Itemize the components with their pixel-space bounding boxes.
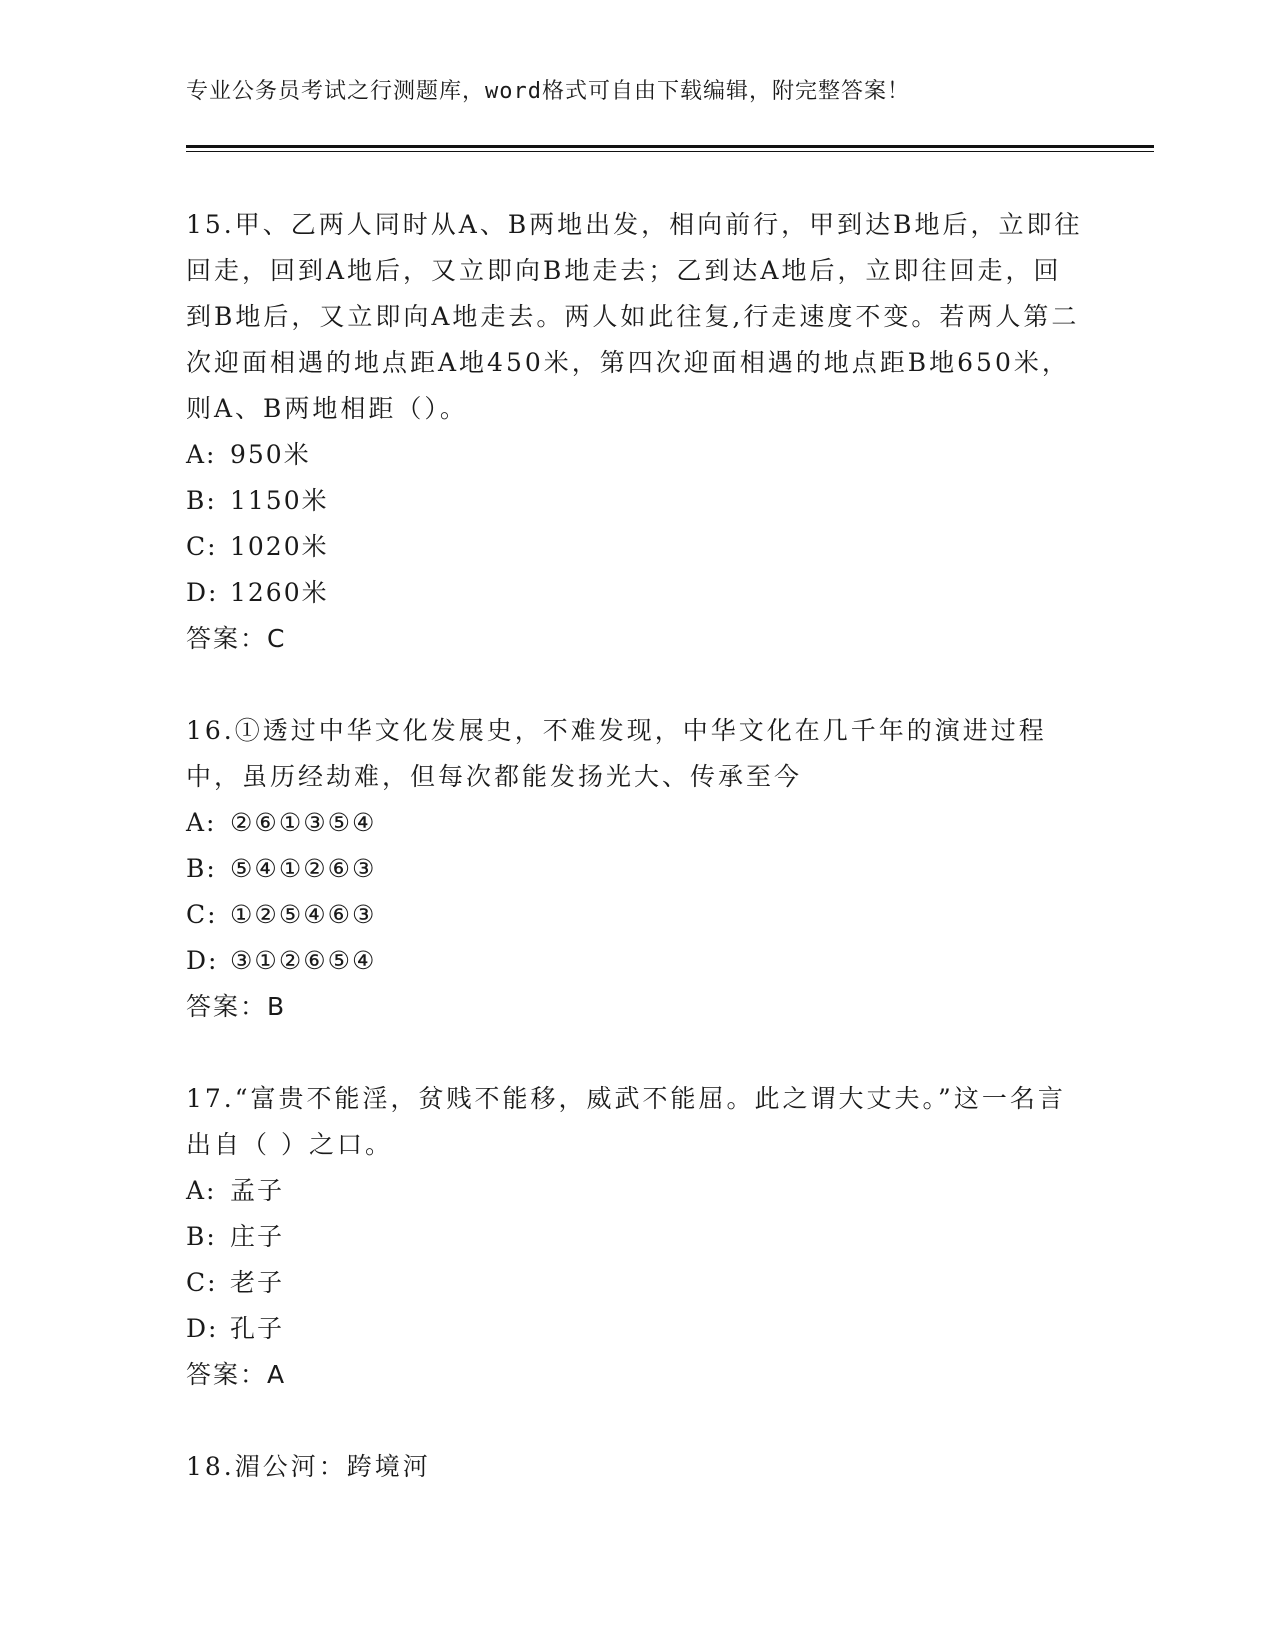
option-value: 孔子 [230,1314,285,1343]
option-letter: B: [186,486,217,515]
option-value: ②⑥①③⑤④ [230,808,377,837]
page-header: 专业公务员考试之行测题库，word格式可自由下载编辑，附完整答案！ [186,79,910,104]
answer-line: 答案：A [186,1360,287,1389]
option-d [186,1306,1086,1352]
question-17 [186,1076,1086,1398]
option-d [186,570,1086,616]
option-letter: C: [186,1268,218,1297]
option-value: ⑤④①②⑥③ [230,854,377,883]
option-letter: D: [186,946,219,975]
question-text: 15.甲、乙两人同时从A、B两地出发，相向前行，甲到达B地后，立即往回走，回到A地后，又立即向B地走去；乙到达A地后，立即往回走，回到B地后，又立即向A地走去。两人如此往复,行走速度不变。若两人第二次迎面相遇的地点距A地450米，第四次迎面相遇的地点距B地650米，则A、B两地相距（）。 [186,210,1083,423]
question-16 [186,708,1086,1030]
option-value: 1020米 [230,532,329,561]
option-b [186,1214,1086,1260]
option-a [186,432,1086,478]
option-letter: C: [186,532,218,561]
option-c [186,892,1086,938]
question-text: 16.①透过中华文化发展史，不难发现，中华文化在几千年的演进过程中，虽历经劫难，但每次都能发扬光大、传承至今 [186,716,1047,791]
option-c [186,1260,1086,1306]
option-value: 孟子 [230,1176,285,1205]
option-c [186,524,1086,570]
question-text: 17.“富贵不能淫，贫贱不能移，威武不能屈。此之谓大丈夫。”这一名言出自（ ）之口。 [186,1084,1066,1159]
option-value: 老子 [230,1268,285,1297]
option-value: 庄子 [230,1222,285,1251]
question-list [186,202,1086,1536]
header-rule-thick [186,145,1154,148]
answer-line: 答案：C [186,624,287,653]
option-letter: A: [186,808,217,837]
option-a [186,800,1086,846]
option-value: ①②⑤④⑥③ [230,900,377,929]
option-b [186,846,1086,892]
option-letter: C: [186,900,218,929]
question-15 [186,202,1086,662]
option-letter: A: [186,1176,217,1205]
option-value: 1260米 [230,578,329,607]
option-letter: D: [186,578,219,607]
option-value: 1150米 [230,486,329,515]
option-value: 950米 [230,440,311,469]
option-letter: B: [186,1222,217,1251]
header-rule-thin [186,151,1154,152]
option-b [186,478,1086,524]
option-d [186,938,1086,984]
option-a [186,1168,1086,1214]
answer-line: 答案：B [186,992,287,1021]
option-letter: A: [186,440,217,469]
option-letter: B: [186,854,217,883]
option-letter: D: [186,1314,219,1343]
option-value: ③①②⑥⑤④ [230,946,377,975]
question-text: 18.湄公河：跨境河 [186,1452,431,1481]
question-18 [186,1444,1086,1490]
